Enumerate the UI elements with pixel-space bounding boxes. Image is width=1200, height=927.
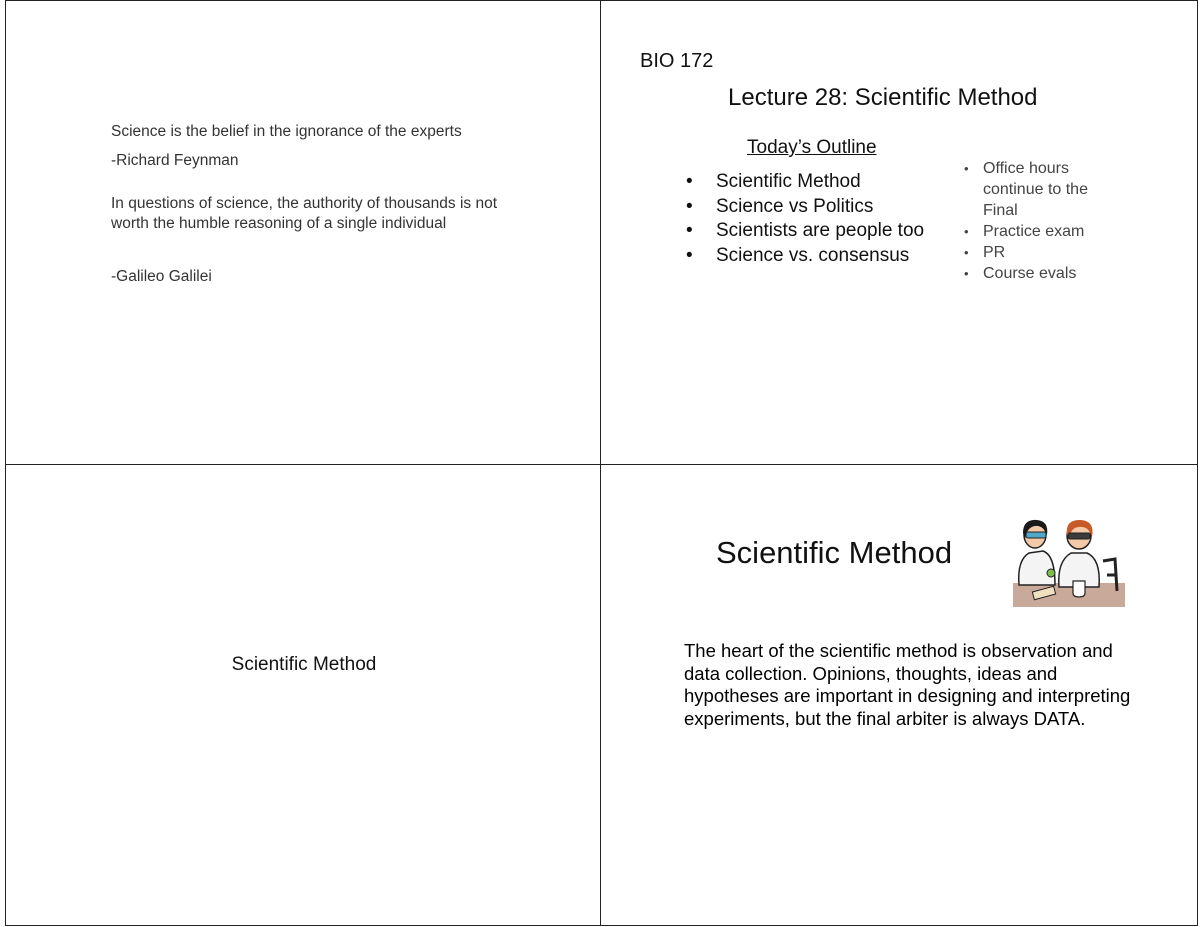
announcement-item: • Practice exam xyxy=(961,221,1111,242)
outline-heading: Today’s Outline xyxy=(747,137,877,158)
course-code: BIO 172 xyxy=(640,50,714,72)
left-goggles xyxy=(1026,532,1046,538)
section-title: Scientific Method xyxy=(231,654,377,675)
announcement-item: • Course evals xyxy=(961,263,1111,284)
outline-item: • Scientists are people too xyxy=(683,219,924,244)
feynman-quote: Science is the belief in the ignorance of the experts xyxy=(111,123,462,140)
announcement-item: • PR xyxy=(961,242,1111,263)
announcement-item: • Office hours continue to the Final xyxy=(961,158,1111,221)
left-coat xyxy=(1019,551,1055,585)
outline-item: • Scientific Method xyxy=(683,170,924,195)
slide-outline xyxy=(600,0,1198,465)
slide-scientific-method xyxy=(600,464,1198,926)
outline-item: • Science vs Politics xyxy=(683,195,924,220)
outline-list xyxy=(683,170,924,268)
beaker xyxy=(1073,581,1085,597)
slide-body: The heart of the scientific method is observation and data collection. Opinions, thoughts, ideas and hypotheses are important in designing and interpreting experiments, but the final arbiter is always DATA. xyxy=(684,640,1131,729)
flask xyxy=(1047,569,1055,577)
slide-quotes xyxy=(5,0,601,465)
galileo-attribution: -Galileo Galilei xyxy=(111,268,212,285)
lecture-title: Lecture 28: Scientific Method xyxy=(728,84,1038,111)
slide-section-title xyxy=(5,464,601,926)
right-goggles xyxy=(1068,533,1090,539)
outline-item: • Science vs. consensus xyxy=(683,244,924,269)
feynman-attribution: -Richard Feynman xyxy=(111,152,239,169)
slide-title: Scientific Method xyxy=(716,535,953,570)
announcements-list xyxy=(961,158,1111,284)
scientists-clipart-icon xyxy=(1011,515,1129,609)
galileo-quote: In questions of science, the authority of thousands is not worth the humble reasoning of a single individual xyxy=(111,195,498,232)
